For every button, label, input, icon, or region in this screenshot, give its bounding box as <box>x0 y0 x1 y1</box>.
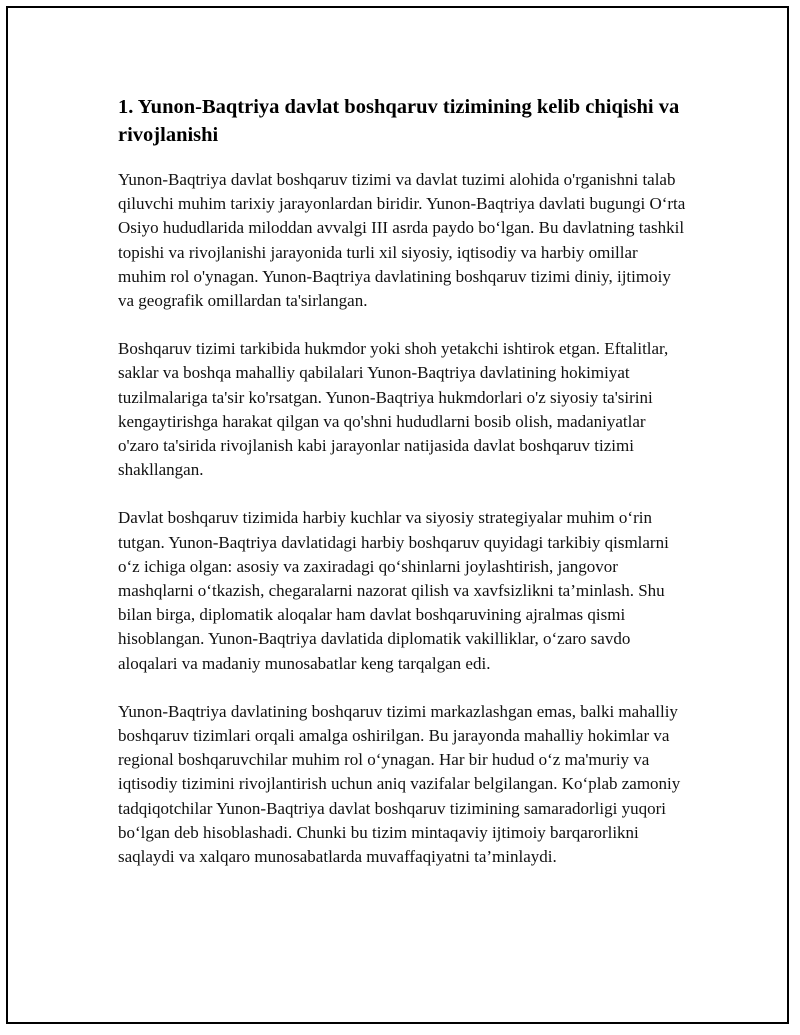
paragraph-3: Davlat boshqaruv tizimida harbiy kuchlar va siyosiy strategiyalar muhim o‘rin tutgan. Yunon-Baqtriya davlatidagi harbiy boshqaruv quyidagi tarkibiy qismlarni o‘z ichiga olgan: asosiy va zaxiradagi qo‘shinlarni joylashtirish, jangovor mashqlarni o‘tkazish, chegaralarni nazorat qilish va xavfsizlikni ta’minlash. Shu bilan birga, diplomatik aloqalar ham davlat boshqaruvining ajralmas qismi hisoblangan. Yunon-Baqtriya davlatida diplomatik vakilliklar, o‘zaro savdo aloqalari va madaniy munosabatlar keng tarqalgan edi. <box>118 508 669 673</box>
paragraph-2: Boshqaruv tizimi tarkibida hukmdor yoki shoh yetakchi ishtirok etgan. Eftalitlar, saklar va boshqa mahalliy qabilalari Yunon-Baqtriya davlatining hokimiyat tuzilmalariga ta'sir ko'rsatgan. Yunon-Baqtriya hukmdorlari o'z siyosiy ta'sirini kengaytirishga harakat qilgan va qo'shni hududlarni bosib olish, madaniyatlar o'zaro ta'sirida rivojlanish kabi jarayonlar natijasida davlat boshqaruv tizimi shakllangan. <box>118 339 669 480</box>
paragraph-4: Yunon-Baqtriya davlatining boshqaruv tizimi markazlashgan emas, balki mahalliy boshqaruv tizimlari orqali amalga oshirilgan. Bu jarayonda mahalliy hokimlar va regional boshqaruvchilar muhim rol o‘ynagan. Har bir hudud o‘z ma'muriy va iqtisodiy tizimini rivojlantirish uchun aniq vazifalar belgilangan. Ko‘plab zamoniy tadqiqotchilar Yunon-Baqtriya davlat boshqaruv tizimining samaradorligi yuqori bo‘lgan deb hisoblashadi. Chunki bu tizim mintaqaviy ijtimoiy barqarorlikni saqlaydi va xalqaro munosabatlarda muvaffaqiyatni ta’minlaydi. <box>118 701 681 867</box>
document-body <box>118 93 690 893</box>
paragraph-1: Yunon-Baqtriya davlat boshqaruv tizimi va davlat tuzimi alohida o'rganishni talab qiluvchi muhim tarixiy jarayonlardan biridir. Yunon-Baqtriya davlati bugungi O‘rta Osiyo hududlarida miloddan avvalgi III asrda paydo bo‘lgan. Bu davlatning tashkil topishi va rivojlanishi jarayonida turli xil siyosiy, iqtisodiy va harbiy omillar muhim rol o'ynagan. Yunon-Baqtriya davlatining boshqaruv tizimi diniy, ijtimoiy va geografik omillardan ta'sirlangan. <box>118 170 686 311</box>
section-heading: 1. Yunon-Baqtriya davlat boshqaruv tizimining kelib chiqishi va rivojlanishi <box>118 96 680 146</box>
